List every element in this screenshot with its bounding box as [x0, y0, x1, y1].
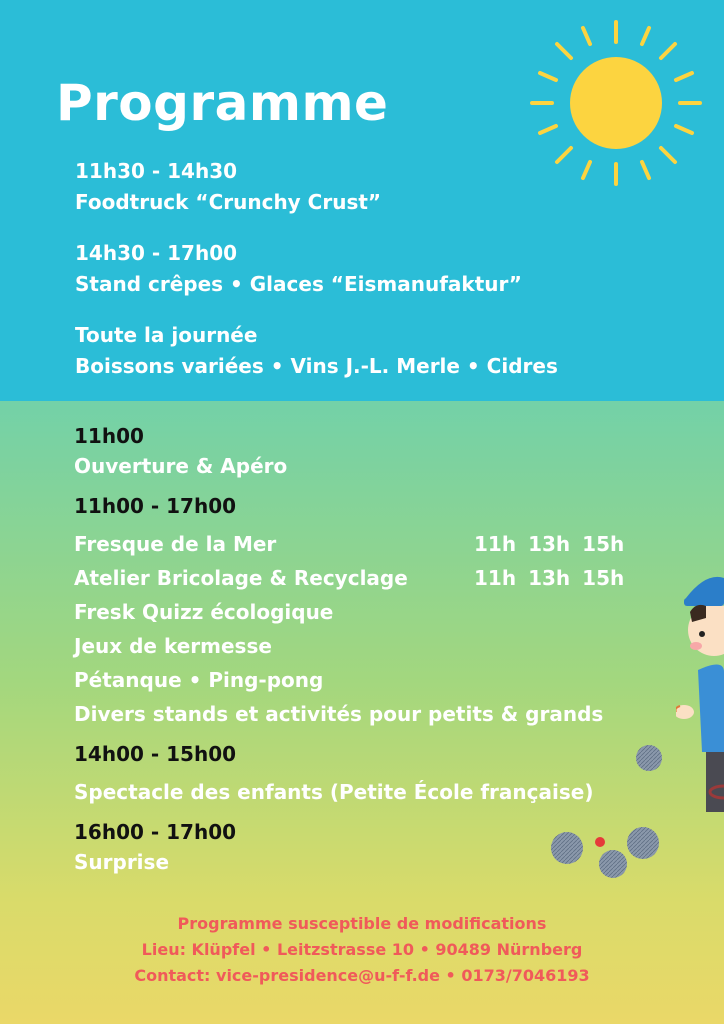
footer-info [0, 911, 724, 989]
time-slot: 11h [474, 566, 517, 590]
time-slot: 13h [528, 566, 571, 590]
time-label: 14h30 - 17h00 [75, 241, 238, 265]
activity-item: Pétanque • Ping-pong [74, 668, 324, 692]
activity-item: Fresk Quizz écologique [74, 600, 334, 624]
time-label: 11h30 - 14h30 [75, 159, 238, 183]
time-slot: 11h [474, 532, 517, 556]
activity-item: Spectacle des enfants (Petite École française) [74, 780, 594, 804]
item-text: Stand crêpes • Glaces “Eismanufaktur” [75, 272, 522, 296]
time-label: 11h00 [74, 424, 144, 448]
petanque-balls-icon [545, 740, 675, 880]
time-label: Toute la journée [75, 323, 258, 347]
time-label: 14h00 - 15h00 [74, 742, 237, 766]
activities-list [74, 423, 624, 879]
petanque-boy-illustration [676, 572, 724, 812]
time-slot: 15h [582, 566, 625, 590]
time-slots [474, 561, 624, 595]
list-item [75, 320, 558, 382]
list-item [75, 238, 558, 300]
footer-contact: Contact: vice-presidence@u-f-f.de • 0173/7046193 [134, 966, 590, 985]
list-item [75, 156, 558, 218]
footer-notice: Programme susceptible de modifications [177, 914, 547, 933]
activity-name: Atelier Bricolage & Recyclage [74, 566, 408, 590]
time-slot: 15h [582, 532, 625, 556]
activity-name: Fresque de la Mer [74, 532, 277, 556]
time-slots [474, 527, 624, 561]
activity-row [74, 527, 624, 561]
activity-item: Surprise [74, 850, 170, 874]
food-drinks-list [75, 156, 558, 402]
activity-row [74, 561, 624, 595]
activity-item: Ouverture & Apéro [74, 454, 288, 478]
item-text: Foodtruck “Crunchy Crust” [75, 190, 382, 214]
time-label: 11h00 - 17h00 [74, 494, 237, 518]
activity-item: Divers stands et activités pour petits & grands [74, 702, 604, 726]
time-label: 16h00 - 17h00 [74, 820, 237, 844]
activity-item: Jeux de kermesse [74, 634, 272, 658]
page-title: Programme [56, 74, 389, 132]
item-text: Boissons variées • Vins J.-L. Merle • Cidres [75, 354, 558, 378]
footer-location: Lieu: Klüpfel • Leitzstrasse 10 • 90489 Nürnberg [141, 940, 583, 959]
time-slot: 13h [528, 532, 571, 556]
